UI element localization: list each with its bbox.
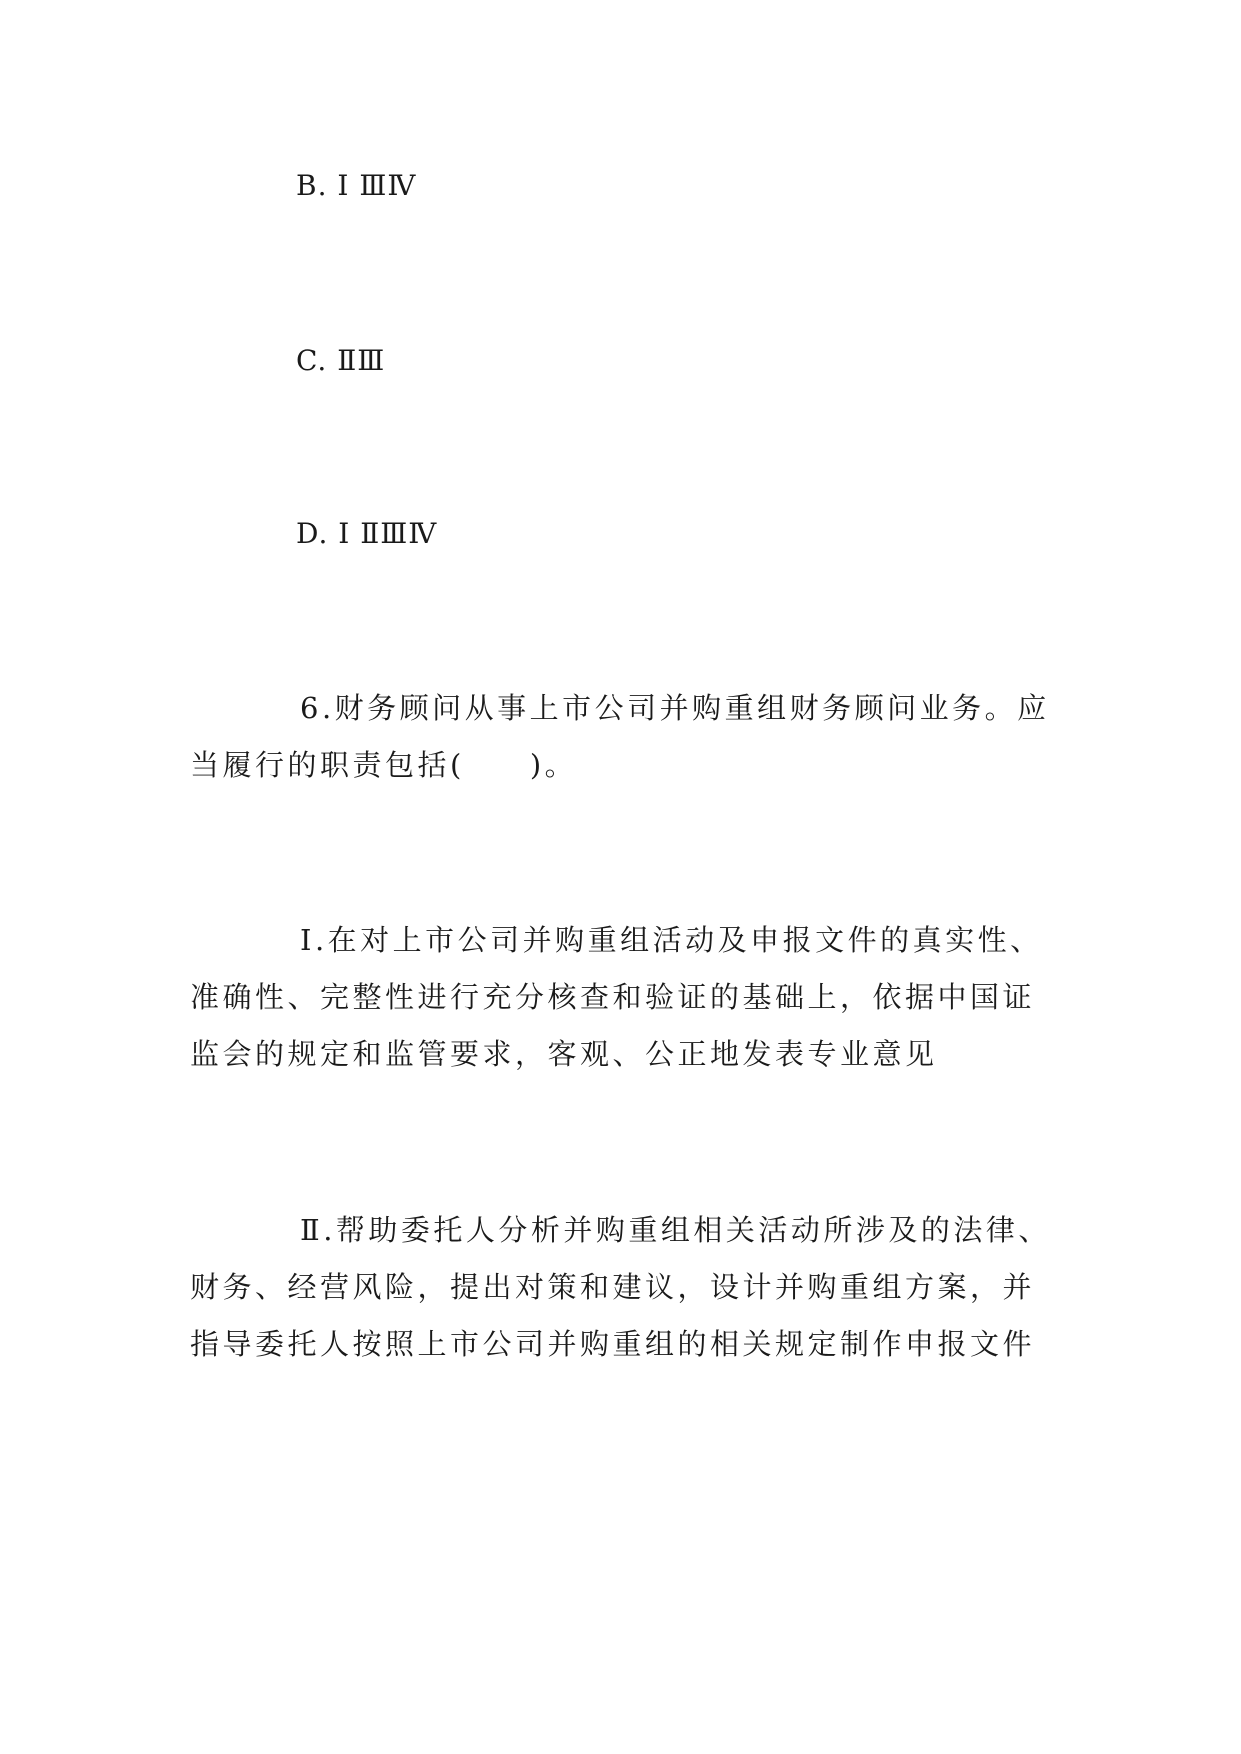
option-b: B. Ⅰ ⅢⅣ xyxy=(296,169,417,202)
statement-i: Ⅰ.在对上市公司并购重组活动及申报文件的真实性、准确性、完整性进行充分核查和验证的基础上，依据中国证监会的规定和监管要求，客观、公正地发表专业意见 xyxy=(190,923,1043,1071)
statement-ii: Ⅱ.帮助委托人分析并购重组相关活动所涉及的法律、财务、经营风险，提出对策和建议，设计并购重组方案，并指导委托人按照上市公司并购重组的相关规定制作申报文件 xyxy=(190,1213,1051,1361)
question-6-text: 6.财务顾问从事上市公司并购重组财务顾问业务。应当履行的职责包括( )。 xyxy=(190,691,1050,782)
option-d: D. Ⅰ ⅡⅢⅣ xyxy=(296,517,438,550)
option-c: C. ⅡⅢ xyxy=(296,344,386,377)
